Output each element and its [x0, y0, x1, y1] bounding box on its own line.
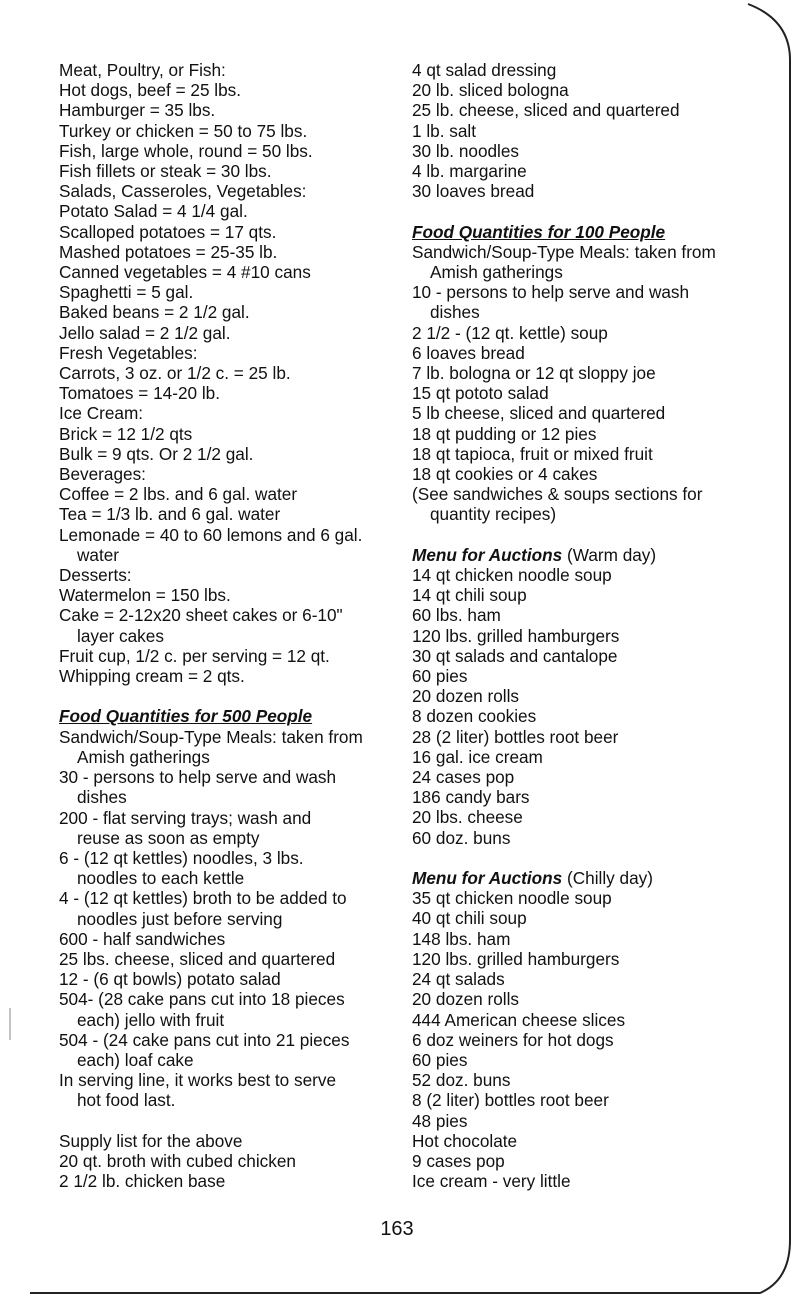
section-heading: Food Quantities for 100 People	[412, 221, 666, 242]
text-line: Ice cream - very little	[412, 1171, 571, 1192]
text-line: 14 qt chili soup	[412, 585, 527, 606]
text-line: each) jello with fruit	[77, 1009, 225, 1030]
text-line: 16 gal. ice cream	[412, 746, 543, 767]
text-line: 9 cases pop	[412, 1150, 505, 1171]
text-line: Watermelon = 150 lbs.	[59, 585, 231, 606]
section-heading: Food Quantities for 500 People	[59, 706, 313, 727]
text-line: 30 lb. noodles	[412, 140, 520, 161]
text-line: 6 doz weiners for hot dogs	[412, 1029, 614, 1050]
text-line: Fish fillets or steak = 30 lbs.	[59, 161, 272, 182]
text-line: Fresh Vegetables:	[59, 342, 198, 363]
text-line: 4 - (12 qt kettles) broth to be added to	[59, 888, 347, 909]
text-line: Fruit cup, 1/2 c. per serving = 12 qt.	[59, 645, 330, 666]
text-line: 600 - half sandwiches	[59, 928, 226, 949]
text-line: 1 lb. salt	[412, 120, 477, 141]
text-line: 504 - (24 cake pans cut into 21 pieces	[59, 1029, 350, 1050]
text-line: dishes	[430, 302, 480, 323]
text-line: 18 qt cookies or 4 cakes	[412, 464, 598, 485]
blank-line	[412, 525, 757, 545]
text-line: 7 lb. bologna or 12 qt sloppy joe	[412, 363, 656, 384]
text-line: 8 dozen cookies	[412, 706, 537, 727]
text-line: Hot chocolate	[412, 1130, 518, 1151]
text-line: 18 qt pudding or 12 pies	[412, 423, 597, 444]
text-line: Coffee = 2 lbs. and 6 gal. water	[59, 484, 298, 505]
text-line: Beverages:	[59, 464, 146, 485]
text-line: Scalloped potatoes = 17 qts.	[59, 221, 277, 242]
text-line: Cake = 2-12x20 sheet cakes or 6-10"	[59, 605, 343, 626]
menu-heading	[412, 545, 757, 565]
text-line: Ice Cream:	[59, 403, 144, 424]
text-line: 40 qt chili soup	[412, 908, 527, 929]
text-line: layer cakes	[77, 625, 164, 646]
text-line: In serving line, it works best to serve	[59, 1070, 337, 1091]
blank-line	[59, 686, 394, 706]
text-line: Spaghetti = 5 gal.	[59, 282, 194, 303]
text-line: 52 doz. buns	[412, 1070, 511, 1091]
text-line: (See sandwiches & soups sections for	[412, 484, 703, 505]
text-line: 2 1/2 - (12 qt. kettle) soup	[412, 322, 608, 343]
text-line: 5 lb cheese, sliced and quartered	[412, 403, 666, 424]
menu-heading-note: (Warm day)	[562, 544, 657, 565]
text-line: Amish gatherings	[77, 746, 210, 767]
text-line: 60 pies	[412, 1049, 468, 1070]
text-line: 18 qt tapioca, fruit or mixed fruit	[412, 443, 653, 464]
text-line: 24 cases pop	[412, 767, 515, 788]
text-line: 60 doz. buns	[412, 827, 511, 848]
left-column	[59, 60, 394, 1191]
text-line: Sandwich/Soup-Type Meals: taken from	[412, 241, 716, 262]
text-line: 15 qt pototo salad	[412, 383, 549, 404]
text-line: 20 lbs. cheese	[412, 807, 523, 828]
text-line: 20 qt. broth with cubed chicken	[59, 1150, 296, 1171]
text-line: 60 lbs. ham	[412, 605, 501, 626]
text-line: Brick = 12 1/2 qts	[59, 423, 193, 444]
text-line: Lemonade = 40 to 60 lemons and 6 gal.	[59, 524, 363, 545]
text-line: Canned vegetables = 4 #10 cans	[59, 262, 311, 283]
text-line: Fish, large whole, round = 50 lbs.	[59, 140, 313, 161]
text-line: Desserts:	[59, 565, 132, 586]
text-line: 35 qt chicken noodle soup	[412, 888, 612, 909]
text-line: 25 lbs. cheese, sliced and quartered	[59, 948, 336, 969]
text-line: 12 - (6 qt bowls) potato salad	[59, 969, 281, 990]
text-line: 186 candy bars	[412, 787, 530, 808]
text-line: Whipping cream = 2 qts.	[59, 666, 245, 687]
text-line: noodles to each kettle	[77, 868, 245, 889]
text-line: 504- (28 cake pans cut into 18 pieces	[59, 989, 345, 1010]
text-line: Carrots, 3 oz. or 1/2 c. = 25 lb.	[59, 363, 291, 384]
text-line: Turkey or chicken = 50 to 75 lbs.	[59, 120, 308, 141]
text-line: each) loaf cake	[77, 1049, 194, 1070]
text-line: water	[77, 544, 120, 565]
text-line: Hot dogs, beef = 25 lbs.	[59, 80, 242, 101]
text-line: 4 qt salad dressing	[412, 60, 557, 80]
text-line: 30 qt salads and cantalope	[412, 645, 618, 666]
menu-heading-title: Menu for Auctions	[412, 868, 563, 889]
text-line: 20 dozen rolls	[412, 686, 520, 707]
text-line: 6 - (12 qt kettles) noodles, 3 lbs.	[59, 847, 304, 868]
text-line: Amish gatherings	[430, 262, 563, 283]
text-line: 4 lb. margarine	[412, 161, 527, 182]
text-line: 28 (2 liter) bottles root beer	[412, 726, 619, 747]
text-line: 20 lb. sliced bologna	[412, 80, 569, 101]
text-line: 120 lbs. grilled hamburgers	[412, 625, 620, 646]
text-line: Tea = 1/3 lb. and 6 gal. water	[59, 504, 281, 525]
text-line: 6 loaves bread	[412, 342, 525, 363]
text-line: 60 pies	[412, 666, 468, 687]
text-line: Baked beans = 2 1/2 gal.	[59, 302, 250, 323]
text-line: Bulk = 9 qts. Or 2 1/2 gal.	[59, 443, 254, 464]
text-line: Salads, Casseroles, Vegetables:	[59, 181, 307, 202]
blank-line	[59, 1111, 394, 1131]
menu-heading-title: Menu for Auctions	[412, 544, 563, 565]
menu-heading-note: (Chilly day)	[562, 868, 653, 889]
text-line: Jello salad = 2 1/2 gal.	[59, 322, 231, 343]
right-column	[412, 60, 757, 1191]
text-line: hot food last.	[77, 1090, 176, 1111]
text-line: Hamburger = 35 lbs.	[59, 100, 216, 121]
text-line: dishes	[77, 787, 127, 808]
text-line: 148 lbs. ham	[412, 928, 511, 949]
text-line: 30 - persons to help serve and wash	[59, 767, 337, 788]
text-line: Meat, Poultry, or Fish:	[59, 60, 226, 80]
text-line: 200 - flat serving trays; wash and	[59, 807, 312, 828]
page-number: 163	[380, 1218, 414, 1240]
text-line: 48 pies	[412, 1110, 468, 1131]
text-line: 10 - persons to help serve and wash	[412, 282, 690, 303]
text-line: 24 qt salads	[412, 969, 505, 990]
text-line: reuse as soon as empty	[77, 827, 260, 848]
text-line: 120 lbs. grilled hamburgers	[412, 948, 620, 969]
text-line: 25 lb. cheese, sliced and quartered	[412, 100, 680, 121]
text-line: quantity recipes)	[430, 504, 557, 525]
text-line: 14 qt chicken noodle soup	[412, 565, 612, 586]
text-line: Mashed potatoes = 25-35 lb.	[59, 241, 278, 262]
text-line: 30 loaves bread	[412, 181, 535, 202]
blank-line	[412, 848, 757, 868]
text-line: Potato Salad = 4 1/4 gal.	[59, 201, 248, 222]
text-line: Sandwich/Soup-Type Meals: taken from	[59, 726, 363, 747]
text-line: 2 1/2 lb. chicken base	[59, 1171, 226, 1192]
text-line: Supply list for the above	[59, 1130, 243, 1151]
text-line: Tomatoes = 14-20 lb.	[59, 383, 220, 404]
text-line: 8 (2 liter) bottles root beer	[412, 1090, 609, 1111]
text-line: noodles just before serving	[77, 908, 283, 929]
text-line: 444 American cheese slices	[412, 1009, 626, 1030]
text-line: 20 dozen rolls	[412, 989, 520, 1010]
menu-heading	[412, 868, 757, 888]
blank-line	[412, 201, 757, 221]
